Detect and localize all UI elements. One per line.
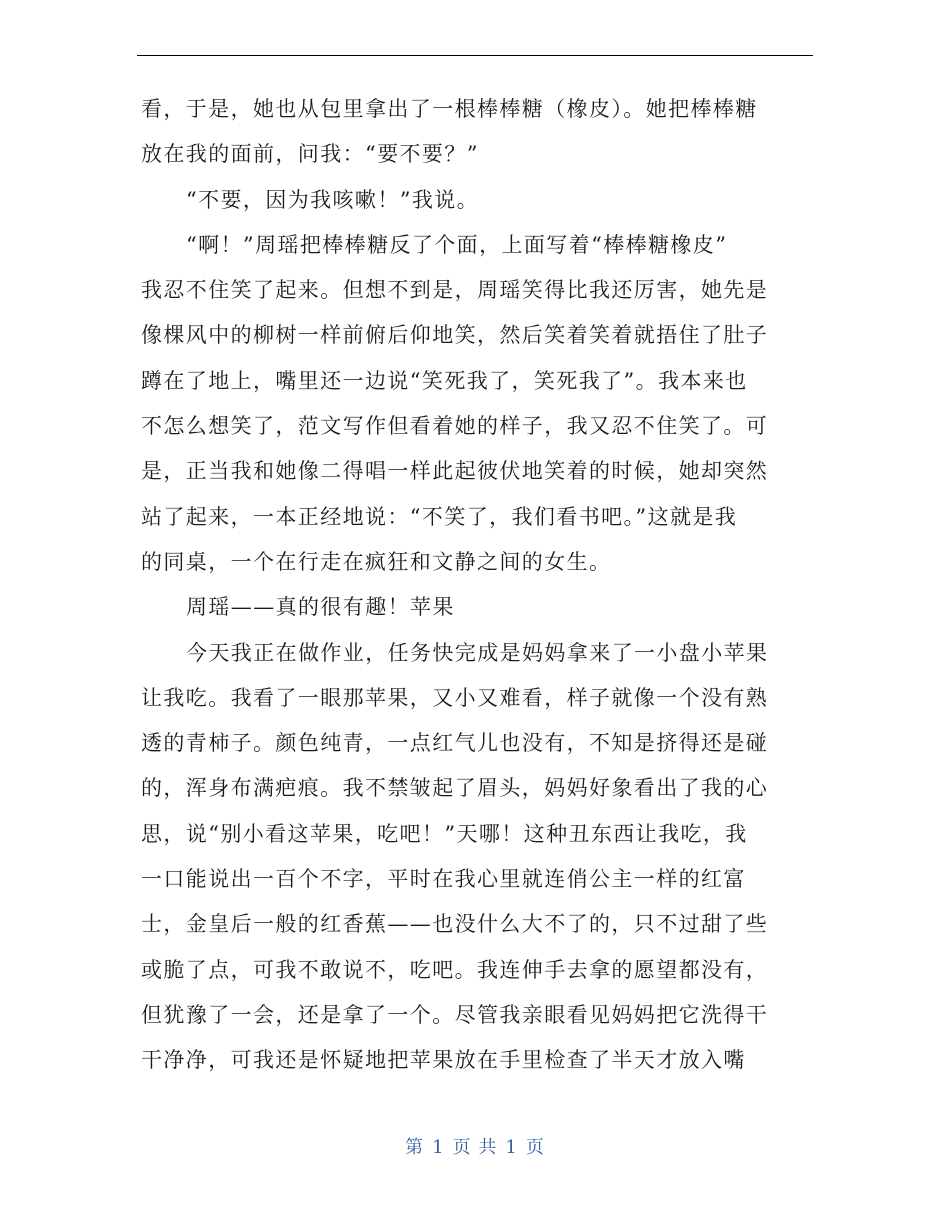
text-line: 蹲在了地上，嘴里还一边说“笑死我了，笑死我了”。我本来也 — [141, 368, 748, 393]
footer-suffix: 页 — [525, 1137, 545, 1158]
text-line: 士，金皇后一般的红香蕉——也没什么大不了的，只不过甜了些 — [141, 912, 769, 937]
text-line: 站了起来，一本正经地说：“不笑了，我们看书吧。”这就是我 — [141, 504, 738, 529]
text-line: 干净净，可我还是怀疑地把苹果放在手里检查了半天才放入嘴 — [141, 1048, 746, 1073]
document-body — [141, 87, 801, 1084]
text-line: 一口能说出一百个不字，平时在我心里就连俏公主一样的红富 — [141, 867, 746, 892]
page-total: 1 — [505, 1137, 518, 1158]
header-rule — [137, 55, 813, 56]
text-line: 的同桌，一个在行走在疯狂和文静之间的女生。 — [141, 549, 612, 574]
footer-middle: 页 共 — [452, 1137, 498, 1158]
text-line: “啊！”周瑶把棒棒糖反了个面，上面写着“棒棒糖橡皮” — [186, 232, 728, 257]
page-footer — [0, 1133, 950, 1159]
text-line: 是，正当我和她像二得唱一样此起彼伏地笑着的时候，她却突然 — [141, 459, 769, 484]
text-line: 放在我的面前，问我：“要不要？” — [141, 142, 479, 167]
text-line: 看，于是，她也从包里拿出了一根棒棒糖（橡皮）。她把棒棒糖 — [141, 97, 758, 121]
text-line: 像棵风中的柳树一样前俯后仰地笑，然后笑着笑着就捂住了肚子 — [141, 323, 769, 348]
text-line: 的，浑身布满疤痕。我不禁皱起了眉头，妈妈好象看出了我的心 — [141, 776, 769, 801]
text-line: 让我吃。我看了一眼那苹果，又小又难看，样子就像一个没有熟 — [141, 685, 769, 710]
text-line: 透的青柿子。颜色纯青，一点红气儿也没有，不知是挤得还是碰 — [141, 731, 769, 756]
text-line: 今天我正在做作业，任务快完成是妈妈拿来了一小盘小苹果 — [186, 640, 769, 665]
text-line: 或脆了点，可我不敢说不，吃吧。我连伸手去拿的愿望都没有， — [141, 957, 769, 982]
text-line: 思，说“别小看这苹果，吃吧！”天哪！这种丑东西让我吃，我 — [141, 821, 748, 846]
text-line: 我忍不住笑了起来。但想不到是，周瑶笑得比我还厉害，她先是 — [141, 278, 769, 303]
text-line: “不要，因为我咳嗽！”我说。 — [186, 187, 480, 212]
text-line: 但犹豫了一会，还是拿了一个。尽管我亲眼看见妈妈把它洗得干 — [141, 1002, 769, 1027]
section-heading: 周瑶——真的很有趣！苹果 — [186, 595, 455, 620]
page-number: 1 — [432, 1137, 445, 1158]
text-line: 不怎么想笑了，范文写作但看着她的样子，我又忍不住笑了。可 — [141, 414, 769, 439]
footer-prefix: 第 — [405, 1137, 425, 1158]
